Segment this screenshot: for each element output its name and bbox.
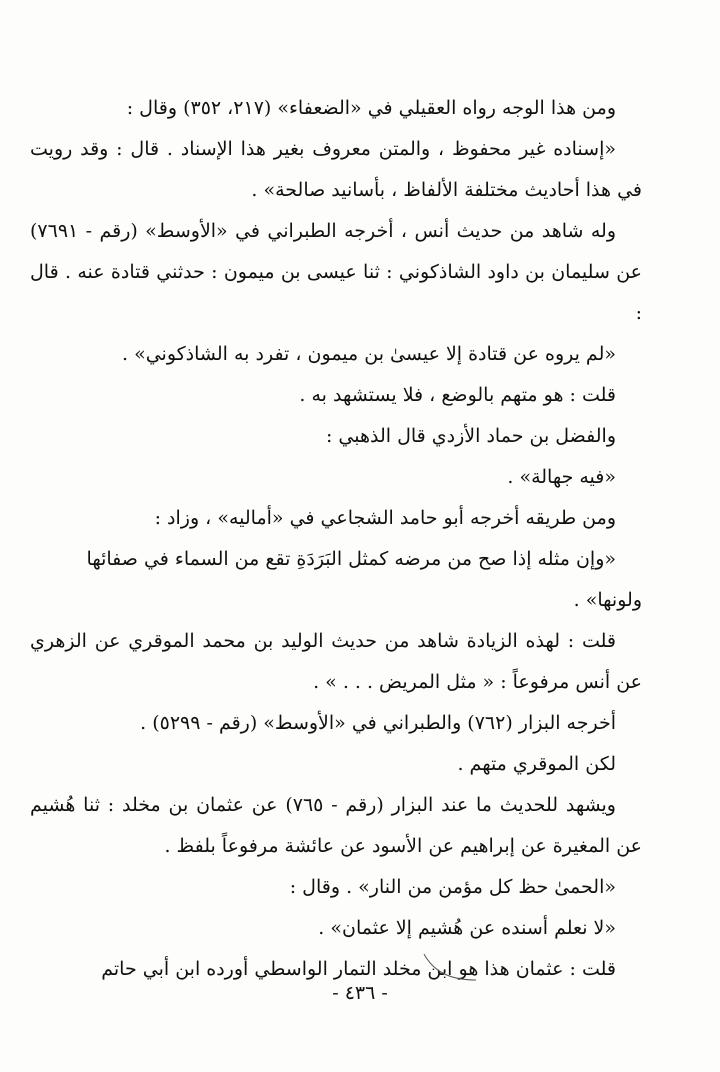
- para-aqili-transmission: ومن هذا الوجه رواه العقيلي في «الضعفاء» (٢١٧، ٣٥٢) وقال :: [126, 97, 616, 119]
- para-barada-quote: «وإن مثله إذا صح من مرضه كمثل البَرَدَةِ تقع من السماء في صفائها ولونها» .: [86, 548, 642, 611]
- para-aisha-witness: ويشهد للحديث ما عند البزار (رقم - ٧٦٥) عن عثمان بن مخلد : ثنا هُشيم عن المغيرة عن إبراهيم عن الأسود عن عائشة مرفوعاً بلفظ .: [30, 794, 642, 857]
- para-bazzar-tabarani: أخرجه البزار (٧٦٢) والطبراني في «الأوسط» (رقم - ٥٢٩٩) .: [140, 712, 616, 734]
- page-body-text: [30, 88, 642, 990]
- para-muwaqqari-accused: لكن الموقري متهم .: [457, 753, 616, 775]
- para-hushaym-quote: «لا نعلم أسنده عن هُشيم إلا عثمان» .: [318, 917, 616, 939]
- handwritten-margin-stroke: [420, 950, 480, 986]
- para-addition-witness: قلت : لهذه الزيادة شاهد من حديث الوليد بن محمد الموقري عن الزهري عن أنس مرفوعاً : « مثل المريض . . . » .: [30, 630, 642, 693]
- para-accused-note: قلت : هو متهم بالوضع ، فلا يستشهد به .: [299, 384, 616, 406]
- para-jahala-quote: «فيه جهالة» .: [507, 466, 616, 488]
- para-tabarani-quote: «لم يروه عن قتادة إلا عيسىٰ بن ميمون ، تفرد به الشاذكوني» .: [121, 343, 616, 365]
- para-aqili-quote: «إسناده غير محفوظ ، والمتن معروف بغير هذا الإسناد . قال : وقد رويت في هذا أحاديث مختلفة الألفاظ ، بأسانيد صالحة» .: [30, 138, 642, 201]
- para-fadl-azdi: والفضل بن حماد الأزدي قال الذهبي :: [325, 425, 616, 447]
- para-shujai-path: ومن طريقه أخرجه أبو حامد الشجاعي في «أماليه» ، وزاد :: [154, 507, 616, 529]
- page-number: - ٤٣٦ -: [332, 982, 388, 1004]
- para-uthman-note: قلت : عثمان هذا هو ابن مخلد التمار الواسطي أورده ابن أبي حاتم: [101, 958, 616, 980]
- para-anas-witness: وله شاهد من حديث أنس ، أخرجه الطبراني في «الأوسط» (رقم - ٧٦٩١) عن سليمان بن داود الشاذكوني : ثنا عيسى بن ميمون : حدثني قتادة عنه . قال :: [30, 220, 642, 324]
- para-fever-quote: «الحمىٰ حظ كل مؤمن من النار» . وقال :: [289, 876, 616, 898]
